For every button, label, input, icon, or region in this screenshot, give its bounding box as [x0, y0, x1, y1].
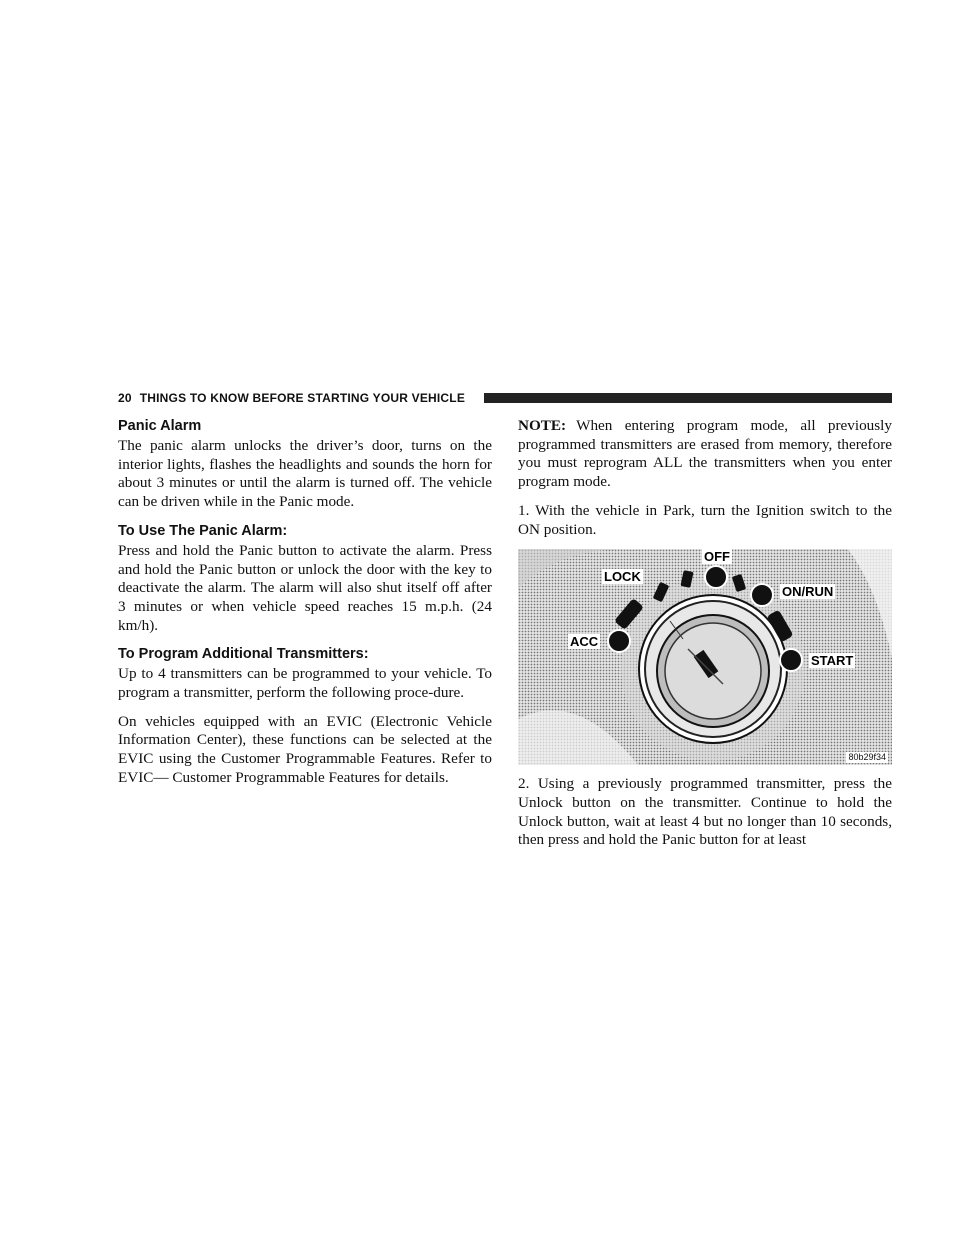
note-paragraph [518, 417, 892, 492]
step-2-paragraph: 2. Using a previously programmed transmitter, press the Unlock button on the transmitter. Continue to hold the Unlock button, wait at least 4 but no longer than 10 seconds, then press and hold the Panic button for at least [518, 775, 892, 849]
section-title: THINGS TO KNOW BEFORE STARTING YOUR VEHICLE [139, 391, 466, 405]
evic-paragraph: On vehicles equipped with an EVIC (Electronic Vehicle Information Center), these functions can be selected at the EVIC using the Customer Programmable Features. Refer to EVIC— Customer Programmable Features for details. [118, 712, 492, 786]
left-column [118, 417, 492, 798]
page-header [118, 389, 892, 407]
start-label: START [811, 653, 854, 669]
panic-alarm-heading: Panic Alarm [118, 418, 202, 434]
program-transmitters-heading: To Program Additional Transmitters: [118, 646, 369, 663]
ignition-switch-figure [518, 549, 892, 765]
use-panic-alarm-paragraph: Press and hold the Panic button to activate the alarm. Press and hold the Panic button or unlock the door with the key to deactivate the alarm. The alarm will also shut itself off after 3 minutes or when vehicle speed reaches 15 m.p.h. (24 km/h). [118, 541, 492, 634]
lock-label: LOCK [604, 569, 641, 585]
off-label: OFF [704, 549, 730, 565]
program-transmitters-paragraph: Up to 4 transmitters can be programmed to your vehicle. To program a transmitter, perform the following proce-dure. [118, 665, 492, 702]
header-rule [484, 393, 892, 403]
note-label: NOTE: [518, 417, 567, 434]
step-1-paragraph: 1. With the vehicle in Park, turn the Ignition switch to the ON position. [518, 501, 892, 538]
panic-alarm-paragraph: The panic alarm unlocks the driver’s door, turns on the interior lights, flashes the headlights and sounds the horn for about 3 minutes or until the alarm is turned off. The vehicle can be driven while in the Panic mode. [118, 437, 492, 511]
use-panic-alarm-heading: To Use The Panic Alarm: [118, 522, 288, 539]
right-column [518, 417, 892, 860]
page-number: 20 [118, 391, 132, 405]
acc-label: ACC [570, 634, 599, 650]
page-header-text [118, 391, 465, 405]
note-text: When entering program mode, all previously programmed transmitters are erased from memory, therefore you must reprogram ALL the transmitters when you enter program mode. [518, 417, 892, 491]
on-run-label: ON/RUN [782, 584, 834, 600]
figure-code: 80b29f34 [848, 752, 886, 763]
